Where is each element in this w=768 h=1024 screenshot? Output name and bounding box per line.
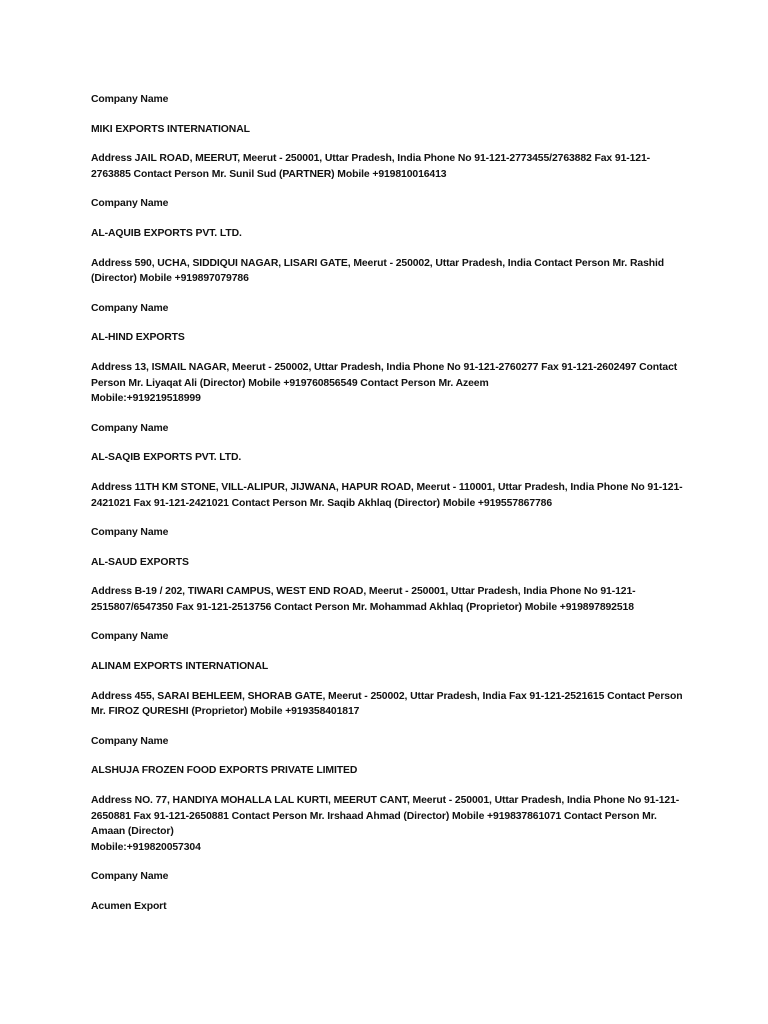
company-entry bbox=[91, 421, 686, 511]
company-address-text: Address B-19 / 202, TIWARI CAMPUS, WEST END ROAD, Meerut - 250001, Uttar Pradesh, India Phone No 91-121-2515807/6547350 Fax 91-121-2513756 Contact Person Mr. Mohammad Akhlaq (Proprietor) Mobile +919897892518 bbox=[91, 586, 636, 613]
company-address-text: Address JAIL ROAD, MEERUT, Meerut - 250001, Uttar Pradesh, India Phone No 91-121-2773455/2763882 Fax 91-121-2763885 Contact Person Mr. Sunil Sud (PARTNER) Mobile +919810016413 bbox=[91, 153, 651, 180]
company-address bbox=[91, 360, 686, 407]
document-body bbox=[91, 92, 686, 929]
company-entry bbox=[91, 525, 686, 615]
company-address bbox=[91, 256, 686, 287]
company-name-label: Company Name bbox=[91, 871, 169, 883]
company-name: MIKI EXPORTS INTERNATIONAL bbox=[91, 123, 250, 135]
company-name: AL-SAQIB EXPORTS PVT. LTD. bbox=[91, 452, 242, 464]
company-mobile-extra: Mobile:+919820057304 bbox=[91, 841, 201, 853]
company-entry bbox=[91, 92, 686, 182]
company-name: ALSHUJA FROZEN FOOD EXPORTS PRIVATE LIMITED bbox=[91, 765, 358, 777]
company-entry bbox=[91, 301, 686, 407]
company-address-text: Address 455, SARAI BEHLEEM, SHORAB GATE, Meerut - 250002, Uttar Pradesh, India Fax 91-121-2521615 Contact Person Mr. FIROZ QURESHI (Proprietor) Mobile +919358401817 bbox=[91, 690, 683, 718]
company-name-label: Company Name bbox=[91, 198, 169, 210]
company-name-label: Company Name bbox=[91, 94, 169, 105]
company-address-text: Address 590, UCHA, SIDDIQUI NAGAR, LISARI GATE, Meerut - 250002, Uttar Pradesh, India Contact Person Mr. Rashid (Director) Mobile +919897079786 bbox=[91, 257, 665, 285]
company-address-text: Address 13, ISMAIL NAGAR, Meerut - 250002, Uttar Pradesh, India Phone No 91-121-2760277 Fax 91-121-2602497 Contact Person Mr. Liyaqat Ali (Director) Mobile +919760856549 Contact Person Mr. Azeem bbox=[91, 361, 678, 389]
company-name: AL-AQUIB EXPORTS PVT. LTD. bbox=[91, 227, 242, 239]
company-entry bbox=[91, 196, 686, 286]
company-name: AL-HIND EXPORTS bbox=[91, 332, 185, 344]
company-address-text: Address NO. 77, HANDIYA MOHALLA LAL KURTI, MEERUT CANT, Meerut - 250001, Uttar Pradesh, India Phone No 91-121-2650881 Fax 91-121-2650881 Contact Person Mr. Irshaad Ahmad (Director) Mobile +919837861071 Contact Person Mr. Amaan (Director) bbox=[91, 795, 680, 838]
company-address bbox=[91, 689, 686, 720]
company-name-label: Company Name bbox=[91, 527, 169, 539]
company-name: Acumen Export bbox=[91, 901, 167, 912]
company-address bbox=[91, 793, 686, 855]
company-name-label: Company Name bbox=[91, 422, 169, 434]
company-entry bbox=[91, 629, 686, 719]
company-address bbox=[91, 151, 686, 182]
company-address bbox=[91, 480, 686, 511]
company-name-label: Company Name bbox=[91, 302, 169, 314]
company-name-label: Company Name bbox=[91, 735, 169, 747]
company-name: ALINAM EXPORTS INTERNATIONAL bbox=[91, 661, 269, 673]
company-entry bbox=[91, 869, 686, 914]
company-name: AL-SAUD EXPORTS bbox=[91, 556, 189, 568]
company-name-label: Company Name bbox=[91, 631, 169, 643]
company-mobile-extra: Mobile:+919219518999 bbox=[91, 393, 201, 405]
company-entry bbox=[91, 734, 686, 856]
company-address bbox=[91, 584, 686, 615]
company-address-text: Address 11TH KM STONE, VILL-ALIPUR, JIJWANA, HAPUR ROAD, Meerut - 110001, Uttar Pradesh, India Phone No 91-121-2421021 Fax 91-121-2421021 Contact Person Mr. Saqib Akhlaq (Director) Mobile +919557867786 bbox=[91, 481, 683, 509]
